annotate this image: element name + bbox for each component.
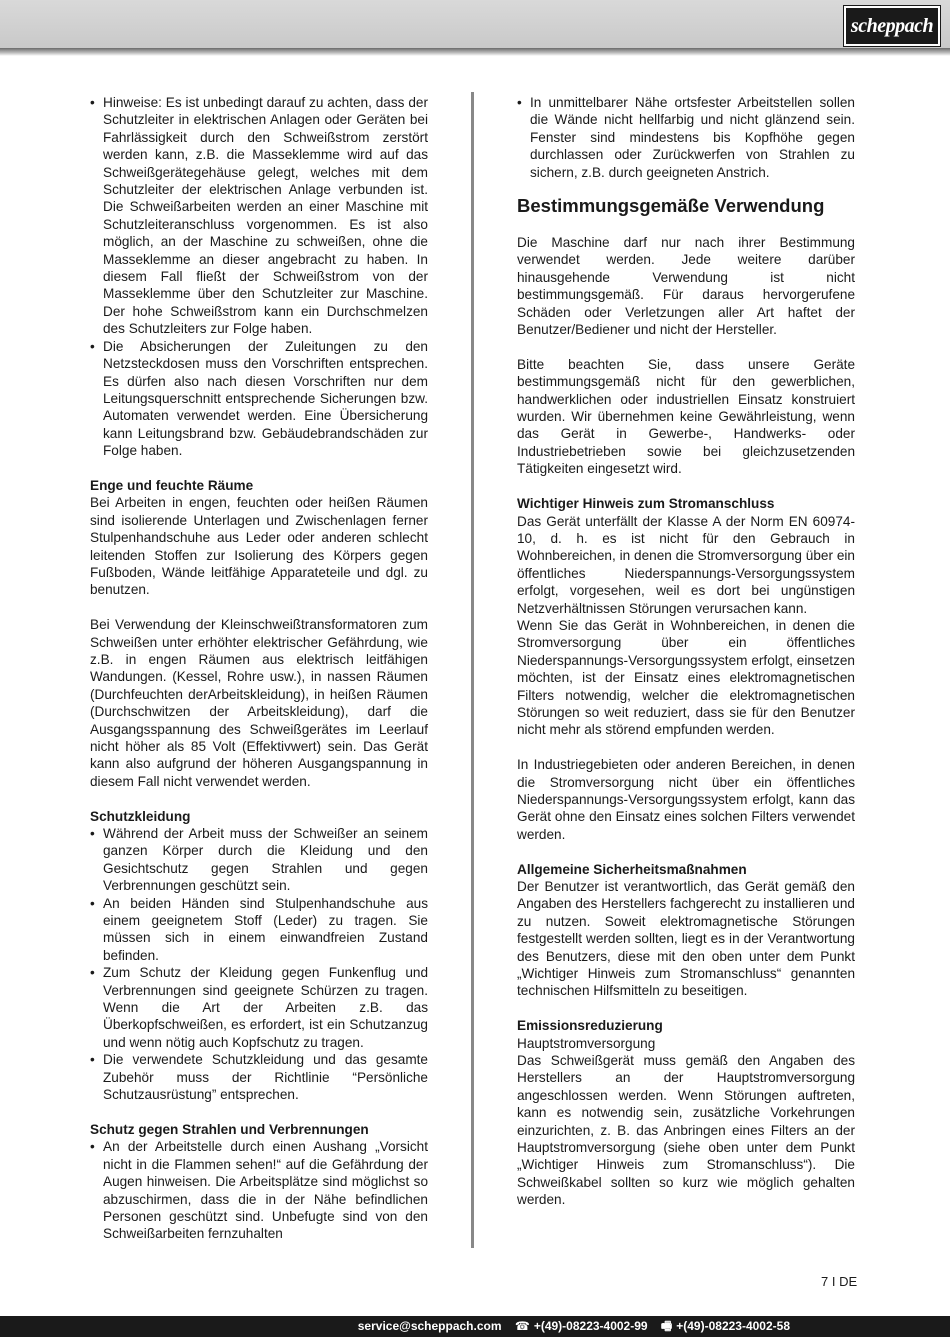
left-column bbox=[90, 94, 428, 1243]
schutzkleidung-list bbox=[90, 825, 428, 1104]
column-divider bbox=[471, 92, 474, 1248]
section-heading-verwendung: Bestimmungsgemäße Verwendung bbox=[517, 195, 825, 217]
footer-bar bbox=[0, 1316, 950, 1337]
paragraph: Bitte beachten Sie, dass unsere Geräte bestimmungsgemäß nicht für den gewerblichen, handwerklichen oder industriellen Einsatz konstruiert wurden. Wir übernehmen keine Gewährleistung, wenn das Gerät in Gewerbe-, Handwerks- oder Industriebetrieben sowie bei gleichzusetzenden Tätigkeiten eingesetzt wird. bbox=[517, 356, 855, 477]
list-item: • Zum Schutz der Kleidung gegen Funkenflug und Verbrennungen sind geeignete Schürzen zu tragen. Wenn die Art der Arbeiten z.B. das Überkopfschweißen, es erfordert, ist ein Schutzanzug und wenn nötig auch Kopfschutz zu tragen. bbox=[90, 964, 428, 1051]
section-title-stromanschluss: Wichtiger Hinweis zum Stromanschluss bbox=[517, 496, 775, 512]
section-title-schutzkleidung: Schutzkleidung bbox=[90, 808, 191, 824]
paragraph: Der Benutzer ist verantwortlich, das Gerät gemäß den Angaben des Herstellers fachgerecht zu installieren und zu nutzen. Soweit elektromagnetische Störungen festgestellt werden sollten, liegt es in der Verantwortung des Benutzers, diese mit den oben unter dem Punkt „Wichtiger Hinweis zum Stromanschluss“ genannten technischen Hilfsmitteln zu beseitigen. bbox=[517, 879, 855, 999]
list-item: • Während der Arbeit muss der Schweißer an seinem ganzen Körper durch die Kleidung und den Gesichtschutz gegen Strahlen und gegen Verbrennungen geschützt sein. bbox=[90, 825, 428, 895]
section-title-sicherheit: Allgemeine Sicherheitsmaßnahmen bbox=[517, 861, 747, 877]
phone-icon: ☎ bbox=[514, 1319, 530, 1333]
phone-number: +(49)-08223-4002-99 bbox=[533, 1319, 648, 1333]
header-bar bbox=[0, 0, 950, 48]
paragraph: Die Maschine darf nur nach ihrer Bestimmung verwendet werden. Jede weitere darüber hinausgehende Verwendung ist nicht bestimmungsgemäß. Für daraus hervorgerufene Schäden oder Verletzungen aller Art haftet der Benutzer/Bediener und nicht der Hersteller. bbox=[517, 235, 855, 338]
header-shadow bbox=[0, 48, 950, 56]
list-item: • An der Arbeitstelle durch einen Aushang „Vorsicht nicht in die Flammen sehen!“ auf die Gefährdung der Augen hinweisen. Die Arbeitsplätze sind möglichst so abzuschirmen, dass die in der Nähe befindlichen Personen geschützt sind. Unbefugte sind von den Schweißarbeiten fernzuhalten bbox=[90, 1138, 428, 1242]
section-title-strahlen: Schutz gegen Strahlen und Verbrennungen bbox=[90, 1121, 369, 1137]
paragraph: Bei Verwendung der Kleinschweißtransformatoren zum Schweißen unter erhöhter elektrischer Gefährdung, wie z.B. in engen Räumen aus elektrisch leitfähigen Wandungen. (Kessel, Rohre usw.), in nassen Räumen (Durchfeuchten derArbeitskleidung), in heißen Räumen (Durchschwitzen der Arbeitskleidung), darf die Ausgangsspannung des Schweißgerätes im Leerlauf nicht höher als 85 Volt (Effektivwert) sein. Das Gerät kann also aufgrund der höheren Ausgangspannung in diesem Fall nicht verwendet werden. bbox=[90, 617, 428, 789]
list-item: • An beiden Händen sind Stulpenhandschuhe aus einem geeignetem Stoff (Leder) zu tragen. Sie müssen sich in einem einwandfreien Zustand befinden. bbox=[90, 895, 428, 965]
list-item: • Hinweise: Es ist unbedingt darauf zu achten, dass der Schutzleiter in elektrischen Anlagen oder Geräten bei Fahrlässigkeit durch den Schweißstrom zerstört werden kann, z.B. die Masseklemme wird auf das Schweißgerätegehäuse gelegt, welches mit dem Schutzleiter der elektrischen Anlage verbunden ist. Die Schweißarbeiten werden an einer Maschine mit Schutzleiteranschluss vorgenommen. Es ist also möglich, an der Maschine zu schweißen, ohne die Masseklemme an dieser angebracht zu haben. In diesem Fall fließt der Schweißstrom von der Masseklemme über den Schutzleiter zur Maschine. Der hohe Schweißstrom kann ein Durchschmelzen des Schutzleiters zur Folge haben. bbox=[90, 94, 428, 338]
warning-list bbox=[90, 94, 428, 460]
section-title-enge: Enge und feuchte Räume bbox=[90, 477, 254, 493]
list-item: • Die Absicherungen der Zuleitungen zu den Netzsteckdosen muss den Vorschriften entsprechen. Es dürfen also nach diesen Vorschriften nur dem Leitungsquerschnitt entsprechende Sicherungen bzw. Automaten verwendet werden. Eine Übersicherung kann Leitungsbrand bzw. Gebäudebrandschäden zur Folge haben. bbox=[90, 338, 428, 460]
section-title-emission: Emissionsreduzierung bbox=[517, 1018, 663, 1034]
paragraph: In Industriegebieten oder anderen Bereichen, in denen die Stromversorgung nicht über ein öffentliches Niederspannungs-Versorgungssystem erfolgt, kann das Gerät ohne den Einsatz eines solchen Filters verwendet werden. bbox=[517, 757, 855, 842]
service-email[interactable]: service@scheppach.com bbox=[357, 1319, 502, 1333]
arbeitsstellen-list bbox=[517, 94, 855, 181]
page-number: 7 I DE bbox=[821, 1274, 858, 1289]
paragraph: Bei Arbeiten in engen, feuchten oder heißen Räumen sind isolierende Unterlagen und Zwischenlagen ferner Stulpenhandschuhe aus Leder oder anderen schlecht leitenden Stoffen zur Isolierung des Körpers gegen Fußboden, Wände leitfähige Apparateteile und dgl. zu benutzen. bbox=[90, 495, 428, 598]
paragraph: Das Schweißgerät muss gemäß den Angaben des Herstellers an der Hauptstromversorgung angeschlossen werden. Wenn Störungen auftreten, kann es notwendig sein, zusätzliche Vorkehrungen einzurichten, z. B. das Anbringen eines Filters an der Hauptstromversorgung (siehe oben unter dem Punkt „Wichtiger Hinweis zum Stromanschluss“). Die Schweißkabel sollten so kurz wie möglich gehalten werden. bbox=[517, 1053, 855, 1208]
fax-icon: 🖷 bbox=[660, 1319, 673, 1333]
right-column bbox=[517, 94, 855, 1209]
subsection-label: Hauptstromversorgung bbox=[517, 1035, 656, 1051]
fax-number: +(49)-08223-4002-58 bbox=[676, 1319, 790, 1333]
list-item: • Die verwendete Schutzkleidung und das gesamte Zubehör muss der Richtlinie “Persönliche Schutzausrüstung” entsprechen. bbox=[90, 1051, 428, 1103]
paragraph: Das Gerät unterfällt der Klasse A der Norm EN 60974-10, d. h. es ist nicht für den Gebrauch in Wohnbereichen, in denen die Stromversorgung über ein öffentliches Niederspannungs-Versorgungssystem erfolgt, vorgesehen, weil es dort bei ungünstigen Netzverhältnissen Störungen verursachen kann. bbox=[517, 513, 855, 616]
scheppach-logo: scheppach bbox=[844, 6, 940, 46]
strahlen-list bbox=[90, 1138, 428, 1242]
list-item: • In unmittelbarer Nähe ortsfester Arbeitstellen sollen die Wände nicht hellfarbig und nicht glänzend sein. Fenster sind mindestens bis Kopfhöhe gegen durchlassen oder Zurückwerfen von Strahlen zu sichern, z.B. durch geeigneten Anstrich. bbox=[517, 94, 855, 181]
paragraph: Wenn Sie das Gerät in Wohnbereichen, in denen die Stromversorgung über ein öffentliches Niederspannungs-Versorgungssystem erfolgt, einsetzen möchten, ist der Einsatz eines elektromagnetischen Filters notwendig, welcher die elektromagnetischen Störungen so weit reduziert, dass sie für den Benutzer nicht mehr als störend empfunden werden. bbox=[517, 617, 855, 738]
